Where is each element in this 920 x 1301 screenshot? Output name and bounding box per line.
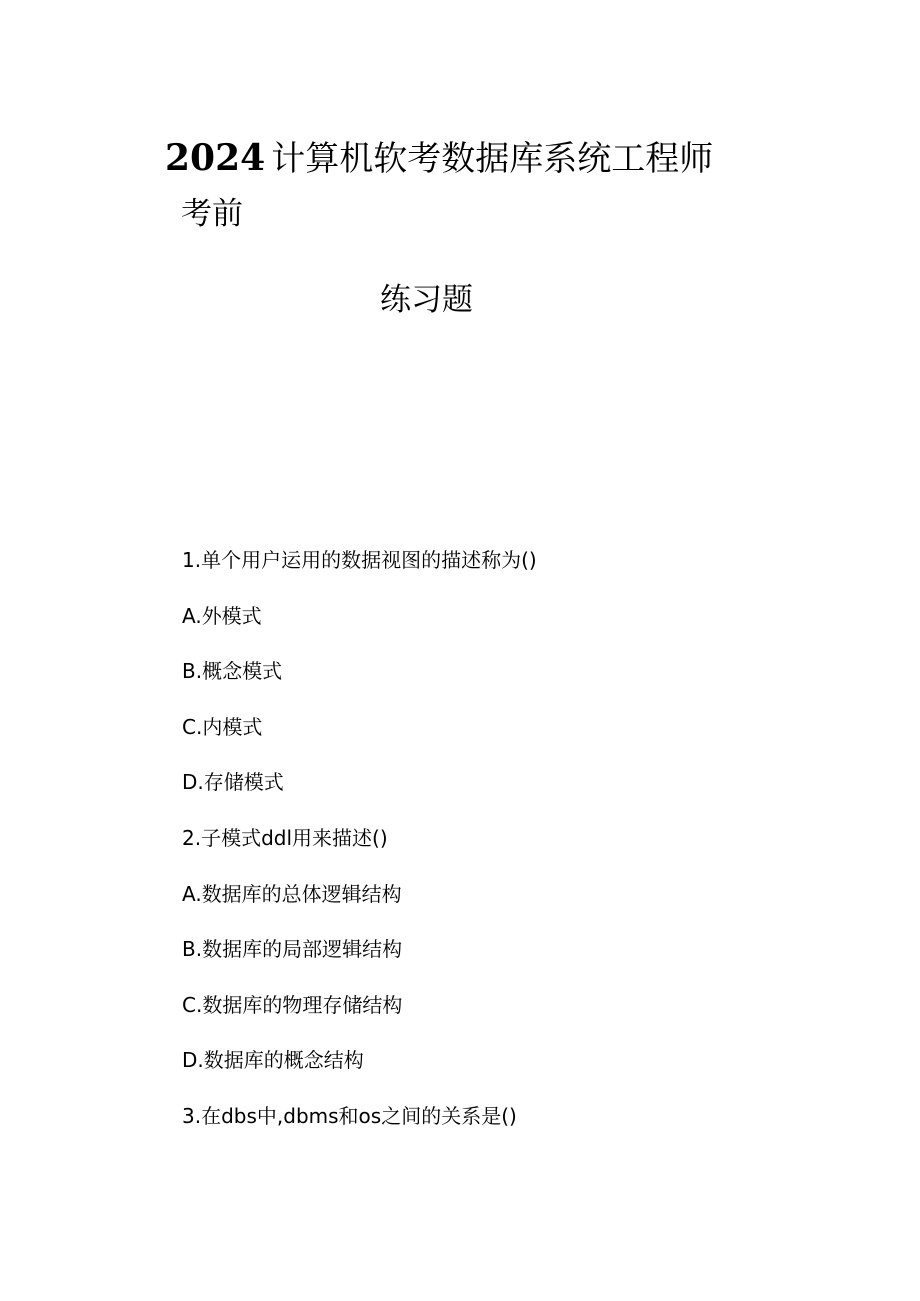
- question-3-stem: 3.在dbs中,dbms和os之间的关系是(): [182, 1103, 517, 1128]
- question-list: [182, 540, 537, 1152]
- page-title: [165, 136, 713, 180]
- question-2-stem: 2.子模式ddl用来描述(): [182, 825, 388, 850]
- question-2-option-c: C.数据库的物理存储结构: [182, 992, 403, 1017]
- question-2-option-d: D.数据库的概念结构: [182, 1048, 364, 1073]
- question-1-option-d: D.存储模式: [182, 770, 284, 795]
- question-1-option-b: B.概念模式: [182, 659, 283, 684]
- title-line-3: 练习题: [380, 282, 473, 318]
- question-2-option-b: B.数据库的局部逻辑结构: [182, 937, 403, 962]
- title-year: 2024: [165, 137, 266, 179]
- question-1-stem: 1.单个用户运用的数据视图的描述称为(): [182, 548, 537, 572]
- question-2-option-a: A.数据库的总体逻辑结构: [182, 881, 402, 906]
- question-1-option-a: A.外模式: [182, 603, 262, 628]
- title-line-2: 考前: [181, 196, 243, 232]
- title-line-1: 计算机软考数据库系统工程师: [271, 139, 714, 179]
- question-1-option-c: C.内模式: [182, 714, 263, 739]
